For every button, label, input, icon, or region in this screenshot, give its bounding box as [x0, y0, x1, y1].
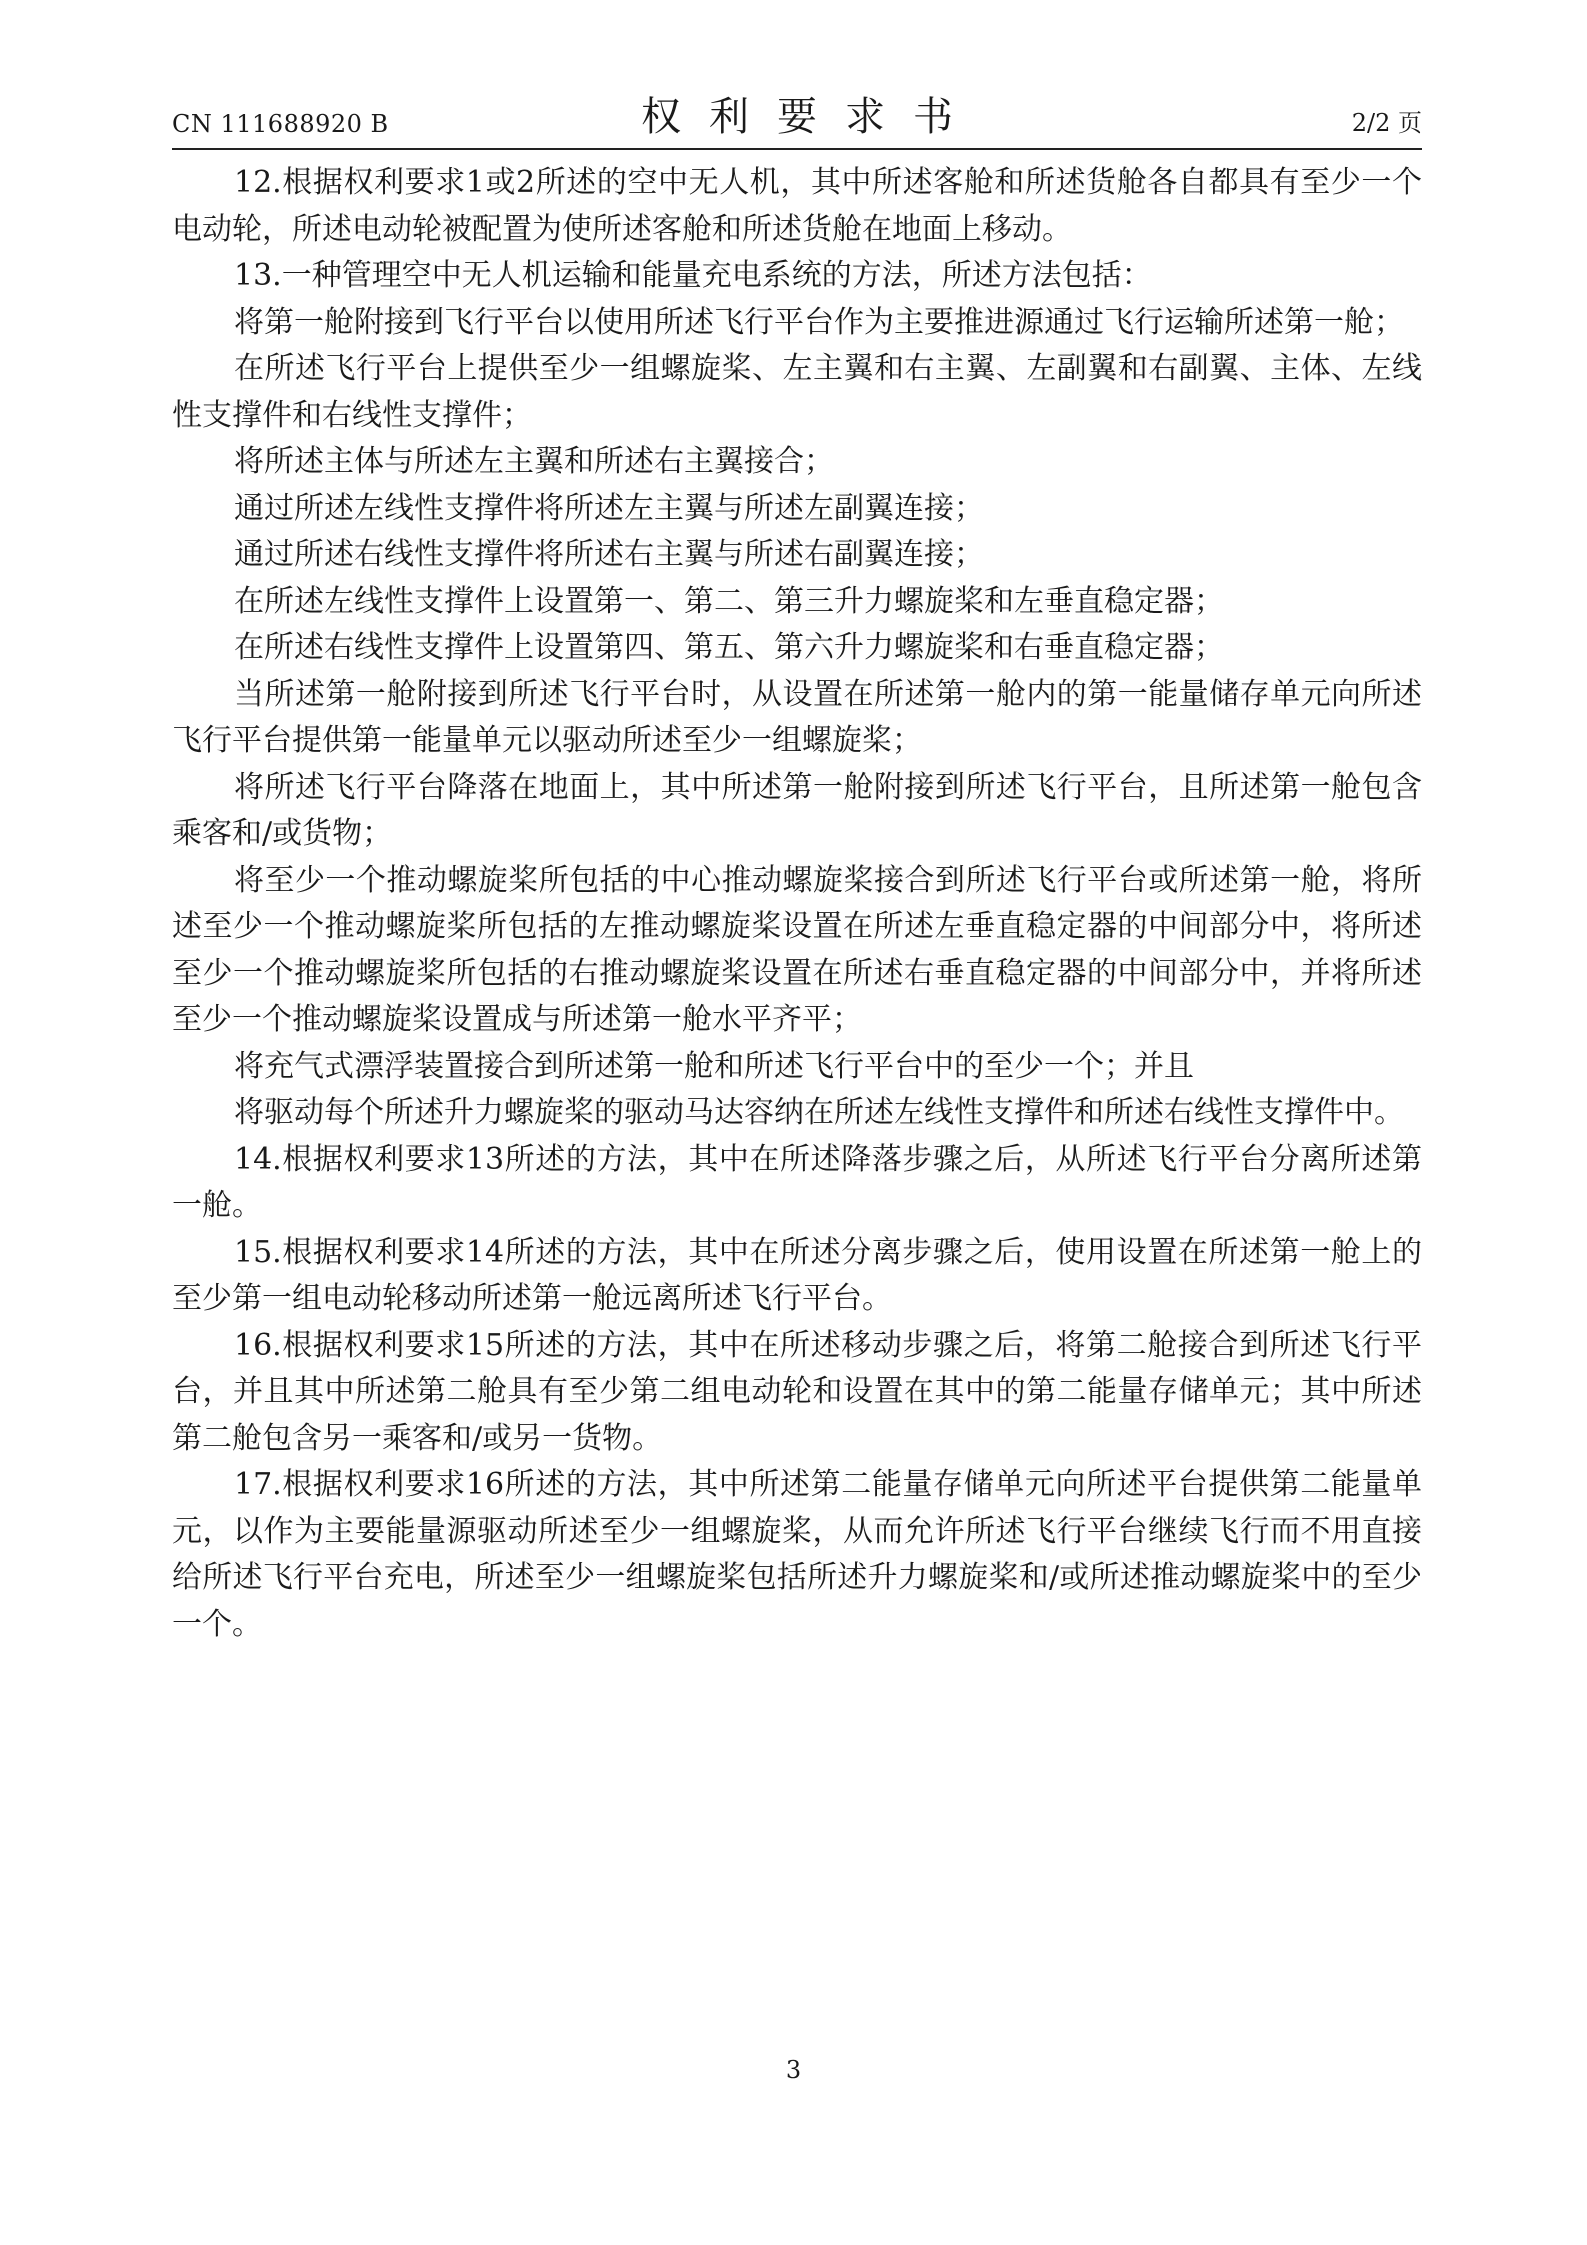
claim-paragraph: 在所述右线性支撑件上设置第四、第五、第六升力螺旋桨和右垂直稳定器； — [234, 630, 1224, 665]
publication-number: CN 111688920 B — [172, 110, 389, 138]
claim-paragraph: 17.根据权利要求16所述的方法，其中所述第二能量存储单元向所述平台提供第二能量单元，以作为主要能量源驱动所述至少一组螺旋桨，从而允许所述飞行平台继续飞行而不用直接给所述飞行平台充电，所述至少一组螺旋桨包括所述升力螺旋桨和/或所述推动螺旋桨中的至少一个。 — [172, 1467, 1422, 1642]
page-count: 2/2 页 — [1351, 109, 1422, 137]
claim-paragraph: 13.一种管理空中无人机运输和能量充电系统的方法，所述方法包括： — [234, 258, 1152, 293]
claim-paragraph: 将所述主体与所述左主翼和所述右主翼接合； — [234, 444, 834, 479]
claim-paragraph: 16.根据权利要求15所述的方法，其中在所述移动步骤之后，将第二舱接合到所述飞行平台，并且其中所述第二舱具有至少第二组电动轮和设置在其中的第二能量存储单元；其中所述第二舱包含另一乘客和/或另一货物。 — [172, 1327, 1422, 1456]
claim-paragraph: 在所述飞行平台上提供至少一组螺旋桨、左主翼和右主翼、左副翼和右副翼、主体、左线性支撑件和右线性支撑件； — [172, 351, 1422, 433]
page-number: 3 — [785, 2056, 802, 2084]
claim-paragraph: 15.根据权利要求14所述的方法，其中在所述分离步骤之后，使用设置在所述第一舱上的至少第一组电动轮移动所述第一舱远离所述飞行平台。 — [172, 1234, 1422, 1316]
claims-body — [172, 160, 1422, 1648]
header-divider — [172, 148, 1422, 150]
claim-paragraph: 12.根据权利要求1或2所述的空中无人机，其中所述客舱和所述货舱各自都具有至少一个电动轮，所述电动轮被配置为使所述客舱和所述货舱在地面上移动。 — [172, 165, 1422, 247]
claim-paragraph: 当所述第一舱附接到所述飞行平台时，从设置在所述第一舱内的第一能量储存单元向所述飞行平台提供第一能量单元以驱动所述至少一组螺旋桨； — [172, 676, 1422, 758]
claim-paragraph: 14.根据权利要求13所述的方法，其中在所述降落步骤之后，从所述飞行平台分离所述第一舱。 — [172, 1141, 1422, 1223]
document-title: 权利要求书 — [641, 94, 981, 140]
claim-paragraph: 将所述飞行平台降落在地面上，其中所述第一舱附接到所述飞行平台，且所述第一舱包含乘客和/或货物； — [172, 769, 1422, 851]
claim-paragraph: 将第一舱附接到飞行平台以使用所述飞行平台作为主要推进源通过飞行运输所述第一舱； — [234, 304, 1404, 340]
claim-paragraph: 将驱动每个所述升力螺旋桨的驱动马达容纳在所述左线性支撑件和所述右线性支撑件中。 — [234, 1095, 1404, 1130]
claim-paragraph: 在所述左线性支撑件上设置第一、第二、第三升力螺旋桨和左垂直稳定器； — [234, 583, 1224, 619]
page-header — [172, 88, 1422, 148]
claim-paragraph: 将至少一个推动螺旋桨所包括的中心推动螺旋桨接合到所述飞行平台或所述第一舱，将所述至少一个推动螺旋桨所包括的左推动螺旋桨设置在所述左垂直稳定器的中间部分中，将所述至少一个推动螺旋桨所包括的右推动螺旋桨设置在所述右垂直稳定器的中间部分中，并将所述至少一个推动螺旋桨设置成与所述第一舱水平齐平； — [172, 862, 1422, 1037]
claim-paragraph: 通过所述右线性支撑件将所述右主翼与所述右副翼连接； — [234, 537, 984, 572]
claim-paragraph: 将充气式漂浮装置接合到所述第一舱和所述飞行平台中的至少一个；并且 — [234, 1048, 1194, 1084]
claim-paragraph: 通过所述左线性支撑件将所述左主翼与所述左副翼连接； — [234, 490, 984, 526]
